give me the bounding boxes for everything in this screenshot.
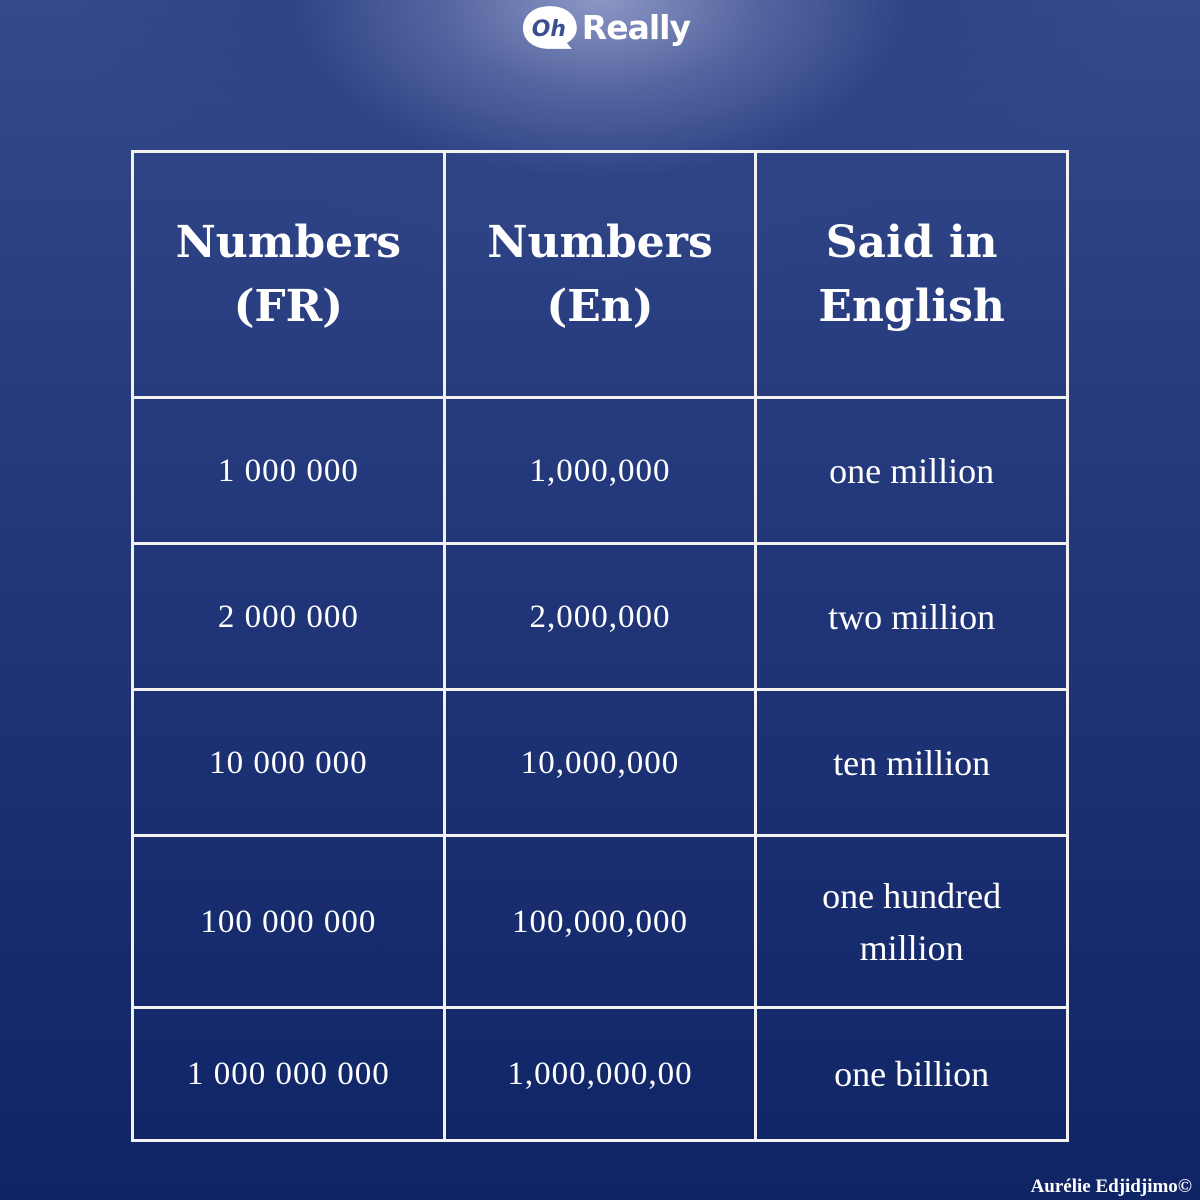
cell-number-fr: 10 000 000 [133,690,445,836]
header-numbers-en [444,152,756,398]
numbers-table [131,150,1069,1142]
header-line: Numbers [175,216,402,268]
cell-number-en: 1,000,000 [444,398,756,544]
table-row [133,1008,1068,1141]
cell-number-en: 1,000,000,00 [444,1008,756,1141]
header-line: Said in [825,216,998,268]
cell-said-in-english [756,836,1068,1008]
said-line: million [859,927,964,968]
said-line: one hundred [822,875,1002,916]
cell-number-fr: 1 000 000 000 [133,1008,445,1141]
author-credit: Aurélie Edjidjimo© [1030,1176,1192,1197]
cell-said-in-english: two million [756,544,1068,690]
header-line: (FR) [233,280,344,332]
cell-said-in-english: one billion [756,1008,1068,1141]
cell-number-en: 2,000,000 [444,544,756,690]
logo-bubble-text: Oh [531,16,567,42]
table-row [133,690,1068,836]
cell-said-in-english: one million [756,398,1068,544]
table-row [133,398,1068,544]
cell-said-in-english: ten million [756,690,1068,836]
header-line: Numbers [487,216,713,268]
cell-number-fr: 100 000 000 [133,836,445,1008]
cell-number-fr: 2 000 000 [133,544,445,690]
header-line: English [818,280,1005,332]
table-row [133,544,1068,690]
header-line: (En) [546,280,654,332]
cell-number-fr: 1 000 000 [133,398,445,544]
header-numbers-fr [133,152,445,398]
speech-bubble-icon [520,2,580,54]
header-said-in-english [756,152,1068,398]
table-row [133,836,1068,1008]
oh-really-logo [520,2,690,54]
cell-number-en: 10,000,000 [444,690,756,836]
table-header-row [133,152,1068,398]
logo-text: Really [581,8,690,47]
cell-number-en: 100,000,000 [444,836,756,1008]
